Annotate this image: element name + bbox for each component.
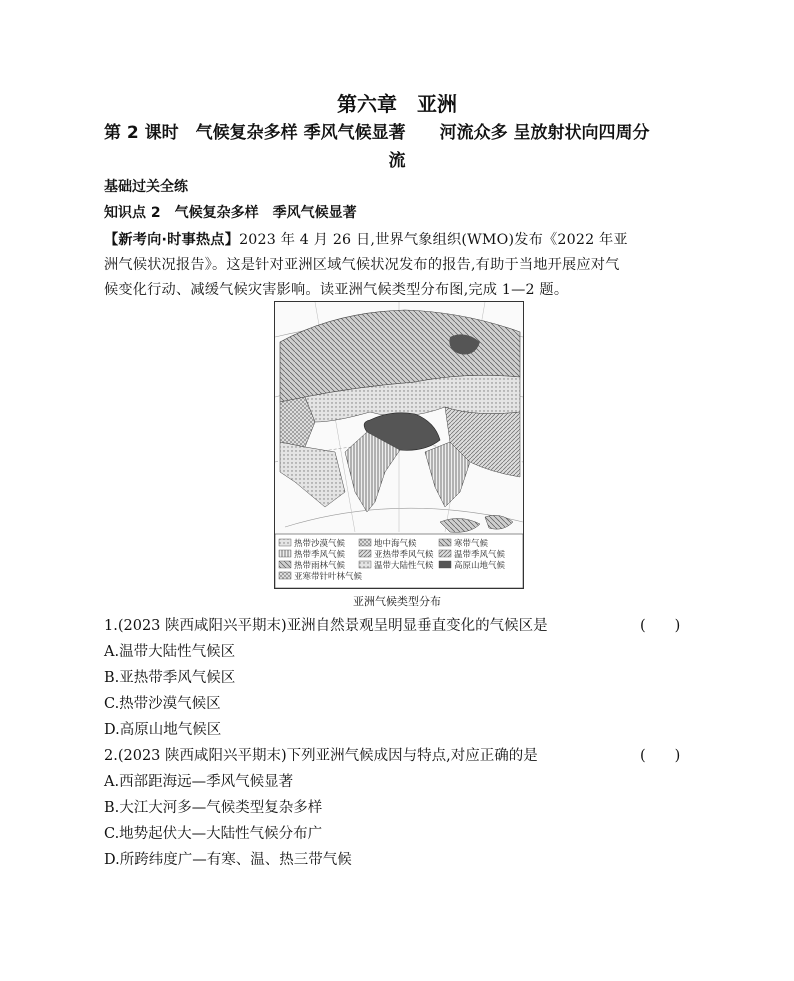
map-graphic bbox=[275, 302, 523, 588]
section-label: 基础过关全练 bbox=[104, 179, 188, 195]
legend-item: 热带季风气候 bbox=[294, 550, 346, 560]
question-stem: 2.(2023 陕西咸阳兴平期末)下列亚洲气候成因与特点,对应正确的是 bbox=[104, 748, 538, 764]
option: A.温带大陆性气候区 bbox=[104, 644, 236, 660]
lesson-title-continued: 流 bbox=[388, 151, 406, 171]
option: B.亚热带季风气候区 bbox=[104, 670, 236, 686]
legend-item: 地中海气候 bbox=[374, 539, 417, 549]
option: B.大江大河多—气候类型复杂多样 bbox=[104, 800, 323, 816]
question-stem: 1.(2023 陕西咸阳兴平期末)亚洲自然景观呈明显垂直变化的气候区是 bbox=[104, 618, 548, 634]
answer-blank: ( ) bbox=[640, 618, 681, 634]
intro-line: 候变化行动、减缓气候灾害影响。读亚洲气候类型分布图,完成 1—2 题。 bbox=[104, 282, 569, 298]
intro-line bbox=[104, 229, 628, 249]
option: A.西部距海远—季风气候显著 bbox=[104, 774, 294, 790]
asia-climate-map bbox=[274, 301, 524, 589]
option: C.热带沙漠气候区 bbox=[104, 696, 221, 712]
option: D.高原山地气候区 bbox=[104, 722, 222, 738]
map-caption: 亚洲气候类型分布 bbox=[353, 595, 441, 608]
option: D.所跨纬度广—有寒、温、热三带气候 bbox=[104, 852, 352, 868]
legend-item: 高原山地气候 bbox=[454, 561, 506, 571]
legend-item: 温带大陆性气候 bbox=[374, 561, 434, 571]
lesson-title: 第 2 课时 气候复杂多样 季风气候显著 河流众多 呈放射状向四周分 bbox=[104, 123, 650, 143]
legend-item: 亚热带季风气候 bbox=[374, 550, 434, 560]
legend-item: 温带季风气候 bbox=[454, 550, 506, 560]
legend-item: 热带沙漠气候 bbox=[294, 539, 346, 549]
intro-tag: 【新考向·时事热点】 bbox=[104, 232, 240, 248]
answer-blank: ( ) bbox=[640, 748, 681, 764]
intro-text: 2023 年 4 月 26 日,世界气象组织(WMO)发布《2022 年亚 bbox=[239, 232, 628, 248]
option: C.地势起伏大—大陆性气候分布广 bbox=[104, 826, 323, 842]
intro-line: 洲气候状况报告》。这是针对亚洲区域气候状况发布的报告,有助于当地开展应对气 bbox=[104, 257, 620, 273]
legend-item: 亚寒带针叶林气候 bbox=[294, 572, 363, 582]
legend-item: 寒带气候 bbox=[454, 539, 489, 549]
knowledge-point-heading: 知识点 2 气候复杂多样 季风气候显著 bbox=[104, 205, 357, 221]
legend-item: 热带雨林气候 bbox=[294, 561, 346, 571]
chapter-title: 第六章 亚洲 bbox=[337, 92, 457, 116]
